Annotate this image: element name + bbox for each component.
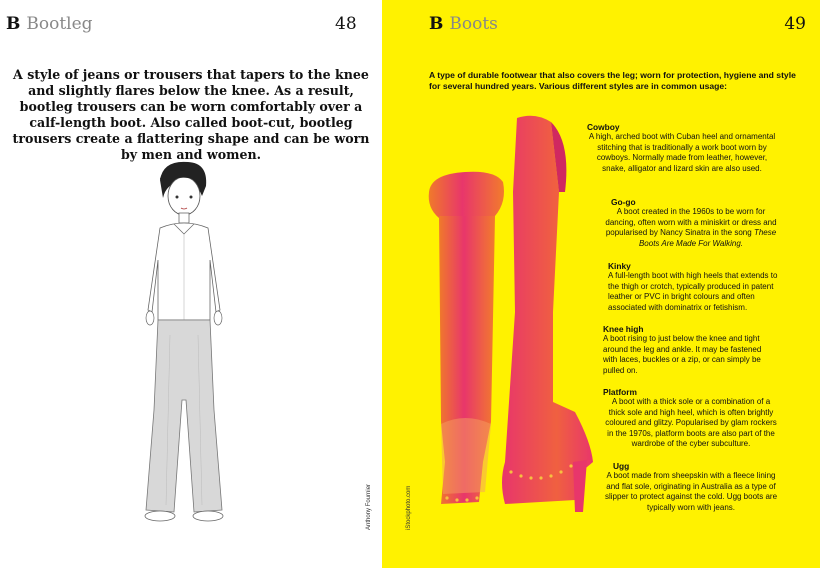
entry-desc: A boot created in the 1960s to be worn for dancing, often worn with a miniskirt or dress and popularised by Nancy Sinatra in the song	[605, 207, 777, 238]
entry-platform	[603, 387, 779, 449]
entry-desc: A boot rising to just below the knee and tight around the leg and ankle. It may be fastened with laces, buckles or a zip, or can simply be pulled on.	[603, 334, 762, 375]
entry-cowboy	[587, 122, 777, 174]
entry-term: Knee high	[603, 324, 644, 334]
page-number: 49	[784, 14, 806, 34]
entry-knee-high	[603, 324, 775, 376]
page-number: 48	[335, 14, 357, 34]
entry-term: Kinky	[608, 261, 631, 271]
section-letter: B	[429, 14, 444, 34]
entry-desc: A high, arched boot with Cuban heel and ornamental stitching that is traditionally a work boot worn by cowboys. Normally made from leather, however, snake, alligator and lizard skin are also used.	[588, 132, 776, 173]
entry-term: Go-go	[611, 197, 636, 207]
left-page	[0, 0, 382, 568]
right-page-header	[429, 14, 498, 34]
entry-term: Cowboy	[587, 122, 620, 132]
left-page-header	[6, 14, 93, 34]
entry-definition: A style of jeans or trousers that tapers to the knee and slightly flares below the knee. As a result, bootleg trousers can be worn comfortably over a calf-length boot. Also called boot-cut, bootleg trousers create a flattering shape and can be worn by men and women.	[12, 67, 370, 162]
entry-desc: A full-length boot with high heels that extends to the thigh or crotch, typically produced in patent leather or PVC in bright colours and often associated with dominatrix or fetishism.	[608, 271, 778, 312]
entry-term: Ugg	[613, 461, 630, 471]
boots-photo	[425, 112, 605, 512]
bootleg-figure-illustration	[130, 160, 250, 530]
entry-kinky	[608, 261, 780, 313]
illustration-credit: Anthony Fournier	[366, 483, 372, 530]
entry-term: Platform	[603, 387, 637, 397]
entry-desc: A boot with a thick sole or a combination of a thick sole and high heel, which is often brightly coloured and glitzy. Popularised by glam rockers in the 1970s, platform boots are also part of the wardrobe of the cyber subculture.	[605, 397, 777, 449]
entry-go-go	[605, 197, 777, 249]
entry-title: Bootleg	[26, 14, 93, 34]
entry-intro: A type of durable footwear that also covers the leg; worn for protection, hygiene and style for several hundred years. Various different styles are in common usage:	[429, 70, 796, 91]
section-letter: B	[6, 14, 21, 34]
photo-credit: iStockphoto.com	[406, 485, 412, 530]
entry-desc: A boot made from sheepskin with a fleece lining and flat sole, originating in Australia as a type of slipper to protect against the cold. Ugg boots are typically worn with jeans.	[604, 471, 778, 512]
entry-title: Boots	[449, 14, 498, 34]
song-title: These Boots Are Made For Walking.	[638, 228, 777, 248]
entry-ugg	[603, 461, 779, 513]
